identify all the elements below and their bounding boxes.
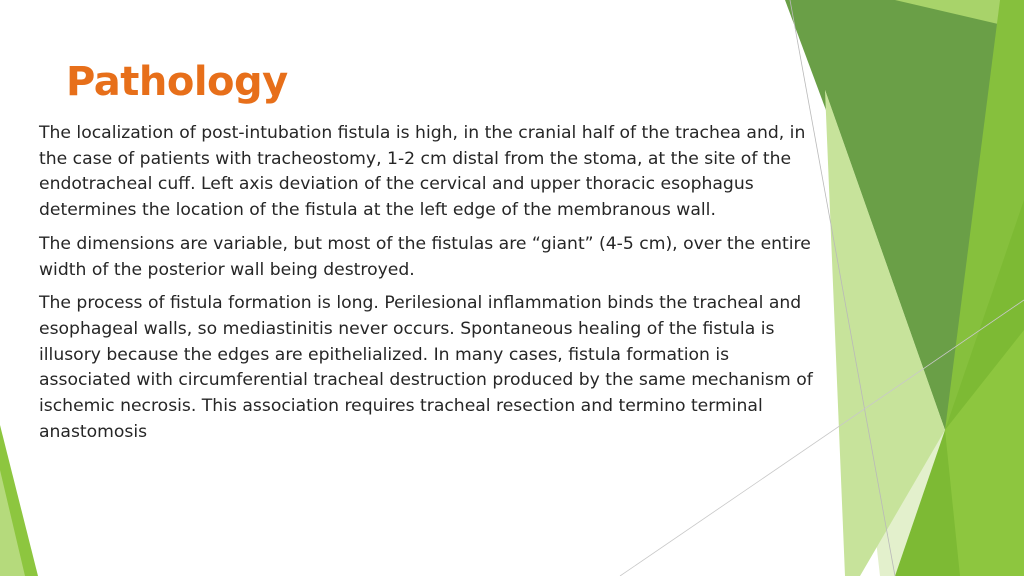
slide-title: Pathology [66, 59, 288, 105]
paragraph-localization: The localization of post-intubation fistula is high, in the cranial half of the trachea and, in the case of patients with tracheostomy, 1-2 cm distal from the stoma, at the site of the endotracheal cuff. Left axis deviation of the cervical and upper thoracic esophagus determines the location of the fistula at the left edge of the membranous wall. [39, 123, 806, 221]
paragraph-formation: The process of fistula formation is long. Perilesional inflammation binds the tracheal and esophageal walls, so mediastinitis never occurs. Spontaneous healing of the fistula is illusory because the edges are epithelialized. In many cases, fistula formation is associated with circumferential tracheal destruction produced by the same mechanism of ischemic necrosis. This association requires tracheal resection and termino terminal anastomosis [39, 293, 813, 442]
slide-body [39, 121, 819, 453]
paragraph-dimensions: The dimensions are variable, but most of the fistulas are “giant” (4-5 cm), over the entire width of the posterior wall being destroyed. [39, 233, 811, 280]
